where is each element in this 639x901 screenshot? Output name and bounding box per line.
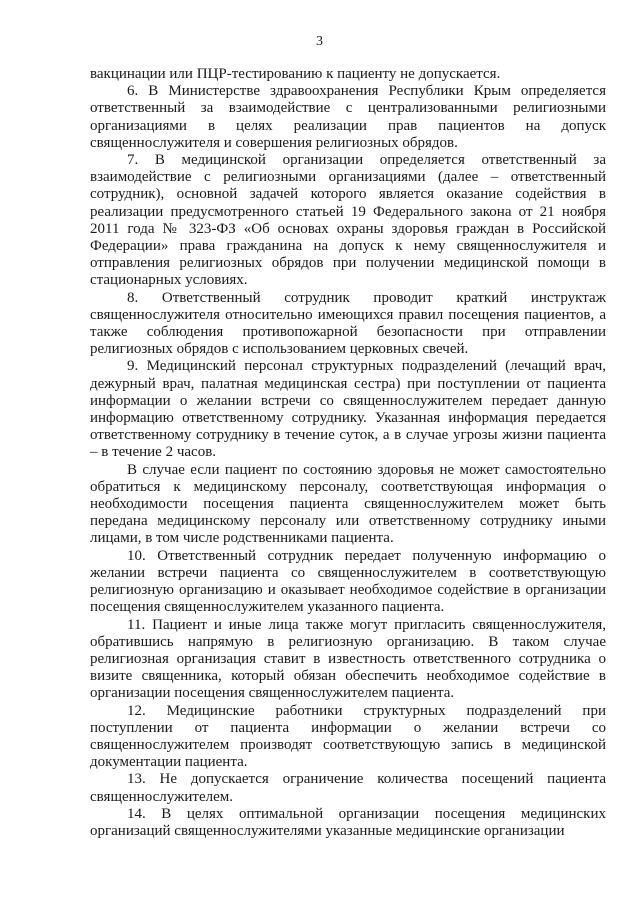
paragraph-9-continued: В случае если пациент по состоянию здоровья не может самостоятельно обратиться к медицинскому персоналу, соответствующая информация о необходимости посещения пациента священнослужителем может быть передана медицинскому персоналу или ответственному сотруднику иными лицами, в том числе родственниками пациента.	[90, 461, 606, 547]
paragraph-7: 7. В медицинской организации определяется ответственный за взаимодействие с религиозными организациями (далее – ответственный сотрудник), основной задачей которого является оказание содействия в реализации предусмотренного статьей 19 Федерального закона от 21 ноября 2011 года № 323-ФЗ «Об основах охраны здоровья граждан в Российской Федерации» права гражданина на допуск к нему священнослужителя и отправления религиозных обрядов при получении медицинской помощи в стационарных условиях.	[90, 152, 606, 289]
paragraph-12: 12. Медицинские работники структурных подразделений при поступлении от пациента информации о желании встречи со священнослужителем производят соответствующую запись в медицинской документации пациента.	[90, 702, 606, 771]
paragraph-9: 9. Медицинский персонал структурных подразделений (лечащий врач, дежурный врач, палатная медицинская сестра) при поступлении от пациента информации о желании встречи со священнослужителем передает данную информацию ответственному сотруднику. Указанная информация передается ответственному сотруднику в течение суток, а в случае угрозы жизни пациента – в течение 2 часов.	[90, 358, 606, 461]
paragraph-13: 13. Не допускается ограничение количества посещений пациента священнослужителем.	[90, 771, 606, 805]
paragraph-vaccination-continued: вакцинации или ПЦР-тестированию к пациенту не допускается.	[90, 66, 501, 82]
document-body	[90, 66, 606, 840]
paragraph-8: 8. Ответственный сотрудник проводит краткий инструктаж священнослужителя относительно имеющихся правил посещения пациентов, а также соблюдения противопожарной безопасности при отправлении религиозных обрядов с использованием церковных свечей.	[90, 289, 606, 358]
paragraph-6: 6. В Министерстве здравоохранения Республики Крым определяется ответственный за взаимодействие с централизованными религиозными организациями в целях реализации прав пациентов на допуск священнослужителя и совершения религиозных обрядов.	[90, 83, 606, 151]
paragraph-10: 10. Ответственный сотрудник передает полученную информацию о желании встречи пациента со священнослужителем в соответствующую религиозную организацию и оказывает необходимое содействие в организации посещения священнослужителем указанного пациента.	[90, 547, 606, 616]
paragraph-11: 11. Пациент и иные лица также могут пригласить священнослужителя, обратившись напрямую в религиозную организацию. В таком случае религиозная организация ставит в известность ответственного сотрудника о визите священника, который обязан обеспечить необходимое содействие в организации посещения священнослужителем пациента.	[90, 616, 606, 702]
page-number: 3	[316, 34, 323, 49]
paragraph-14: 14. В целях оптимальной организации посещения медицинских организаций священнослужителями указанные медицинские организации	[90, 805, 606, 839]
